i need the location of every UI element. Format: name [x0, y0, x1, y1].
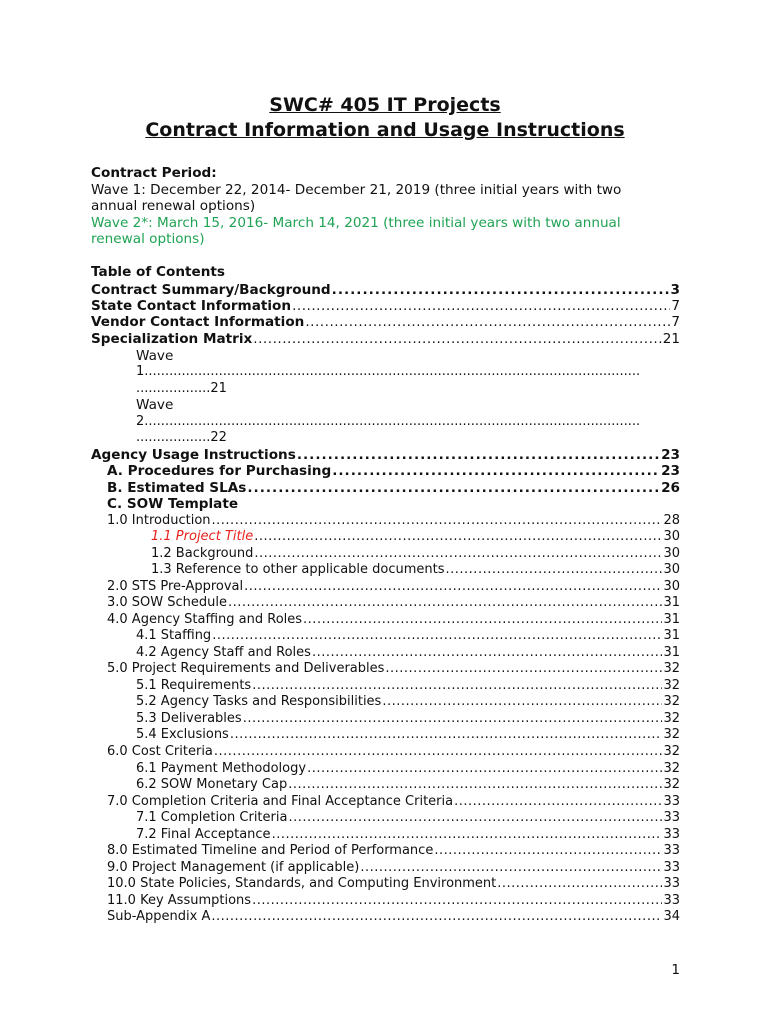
toc-entry-page: 33 [663, 860, 680, 875]
toc-entry[interactable] [107, 595, 680, 611]
toc-entry[interactable] [151, 546, 680, 562]
toc-entry[interactable] [151, 529, 680, 545]
toc-entry-page: 32 [663, 678, 680, 693]
toc-entry[interactable] [136, 678, 680, 694]
wave2-text-line2: renewal options) [91, 231, 205, 247]
wave1-label: Wave [136, 348, 174, 364]
toc-entry-page: 33 [663, 876, 680, 891]
toc-leader [497, 876, 662, 892]
toc-entry-label: Vendor Contact Information [91, 314, 305, 330]
toc-entry[interactable] [91, 282, 680, 298]
toc-leader [454, 794, 662, 810]
toc-entry-page: 31 [663, 645, 680, 660]
toc-leader [212, 513, 663, 529]
toc-entry-page: 30 [663, 562, 680, 577]
toc-entry-page: 31 [663, 612, 680, 627]
toc-leader [307, 761, 662, 777]
toc-leader [243, 711, 663, 727]
toc-entry-page: 33 [663, 827, 680, 842]
toc-entry-label: 8.0 Estimated Timeline and Period of Performance [107, 843, 434, 858]
toc-entry-label: 9.0 Project Management (if applicable) [107, 860, 360, 875]
toc-entry[interactable] [107, 843, 680, 859]
toc-entry[interactable] [107, 463, 680, 479]
toc-entry-label: A. Procedures for Purchasing [107, 463, 332, 479]
toc-leader [292, 298, 670, 314]
toc-leader [382, 694, 662, 710]
toc-entry-label: 2.0 STS Pre-Approval [107, 579, 244, 594]
toc-leader [214, 744, 663, 760]
toc-entry-page: 3 [670, 282, 680, 298]
toc-entry-page: 32 [663, 744, 680, 759]
toc-entry-page: 30 [663, 546, 680, 561]
toc-entry[interactable] [107, 579, 680, 595]
toc-entry-label: 10.0 State Policies, Standards, and Computing Environment [107, 876, 497, 891]
wave1-text-line2: annual renewal options) [91, 198, 256, 214]
toc-leader [385, 661, 662, 677]
toc-leader [244, 579, 662, 595]
toc-entry-label: 6.1 Payment Methodology [136, 761, 307, 776]
toc-entry[interactable] [91, 447, 680, 463]
toc-entry-page: 26 [661, 480, 680, 496]
toc-entry-label: 5.0 Project Requirements and Deliverables [107, 661, 385, 676]
toc-entry-label: Contract Summary/Background [91, 282, 331, 298]
toc-leader [252, 678, 662, 694]
toc-entry-page: 34 [663, 909, 680, 924]
toc-entry-page: 28 [663, 513, 680, 528]
toc-entry-label: 1.0 Introduction [107, 513, 211, 528]
wave2-leader-end: ..................22 [136, 430, 227, 445]
toc-leader [360, 860, 662, 876]
toc-entry-label: 5.2 Agency Tasks and Responsibilities [136, 694, 382, 709]
page-title: SWC# 405 IT Projects [269, 94, 501, 116]
toc-entry-label: State Contact Information [91, 298, 292, 314]
toc-leader [446, 562, 663, 578]
toc-entry-label: 1.3 Reference to other applicable documents [151, 562, 445, 577]
toc-leader [312, 645, 663, 661]
toc-leader [247, 480, 660, 496]
toc-entry-page: 33 [663, 843, 680, 858]
toc-entry-label: Sub-Appendix A [107, 909, 211, 924]
wave2-text-line1: Wave 2*: March 15, 2016- March 14, 2021 (three initial years with two annual [91, 215, 621, 231]
toc-leader [253, 331, 661, 347]
toc-entry-page: 23 [661, 463, 680, 479]
toc-entry[interactable] [151, 562, 680, 578]
toc-entry[interactable] [136, 777, 680, 793]
toc-entry-label: 1.1 Project Title [151, 529, 254, 544]
toc-entry-label[interactable]: C. SOW Template [107, 496, 239, 512]
toc-entry[interactable] [136, 694, 680, 710]
page-number: 1 [671, 962, 680, 978]
toc-leader [254, 529, 662, 545]
toc-leader [288, 777, 662, 793]
toc-entry[interactable] [136, 761, 680, 777]
toc-entry-label: Specialization Matrix [91, 331, 253, 347]
toc-leader [254, 546, 662, 562]
toc-entry[interactable] [107, 909, 680, 925]
toc-entry-label: 4.1 Staffing [136, 628, 212, 643]
wave1-page: 21 [210, 381, 227, 396]
toc-entry-page: 32 [663, 711, 680, 726]
toc-leader [288, 810, 662, 826]
toc-entry-label: 7.1 Completion Criteria [136, 810, 288, 825]
wave1-text-line1: Wave 1: December 22, 2014- December 21, 2019 (three initial years with two [91, 182, 622, 198]
toc-entry-label: 5.1 Requirements [136, 678, 252, 693]
toc-entry-label: 1.2 Background [151, 546, 254, 561]
toc-leader [305, 314, 670, 330]
wave2-num: 2 [136, 414, 145, 429]
wave2-page: 22 [210, 430, 227, 445]
toc-entry-page: 21 [662, 331, 680, 347]
toc-leader [230, 727, 663, 743]
toc-entry-page: 32 [663, 661, 680, 676]
toc-entry-page: 31 [663, 628, 680, 643]
contract-period-heading: Contract Period: [91, 165, 217, 181]
toc-entry-label: 7.2 Final Acceptance [136, 827, 271, 842]
toc-entry[interactable] [91, 298, 680, 314]
toc-entry-page: 7 [671, 298, 680, 314]
toc-entry-page: 32 [663, 761, 680, 776]
toc-entry-label: 6.2 SOW Monetary Cap [136, 777, 288, 792]
toc-entry-page: 23 [661, 447, 680, 463]
toc-entry-page: 7 [671, 314, 680, 330]
toc-entry-label: 5.4 Exclusions [136, 727, 229, 742]
toc-entry-page: 30 [663, 529, 680, 544]
toc-entry[interactable] [107, 860, 680, 876]
toc-entry[interactable] [136, 827, 680, 843]
toc-entry[interactable] [136, 727, 680, 743]
toc-entry[interactable] [107, 661, 680, 677]
toc-entry-label: B. Estimated SLAs [107, 480, 247, 496]
toc-entry[interactable] [107, 876, 680, 892]
toc-entry-label: 4.2 Agency Staff and Roles [136, 645, 311, 660]
toc-leader [212, 628, 662, 644]
toc-entry-page: 33 [663, 893, 680, 908]
toc-entry-page: 30 [663, 579, 680, 594]
toc-leader [332, 282, 670, 298]
wave2-leader-line[interactable]: 2........................................................................................................................ [136, 414, 641, 429]
toc-leader [252, 893, 662, 909]
toc-entry-page: 31 [663, 595, 680, 610]
toc-leader [228, 595, 662, 611]
toc-entry-label: 7.0 Completion Criteria and Final Acceptance Criteria [107, 794, 454, 809]
toc-entry[interactable] [107, 744, 680, 760]
toc-entry[interactable] [107, 794, 680, 810]
toc-entry[interactable] [107, 893, 680, 909]
toc-entry[interactable] [136, 810, 680, 826]
toc-entry[interactable] [136, 645, 680, 661]
toc-entry[interactable] [91, 314, 680, 330]
page-subtitle: Contract Information and Usage Instructions [145, 119, 625, 141]
toc-heading: Table of Contents [91, 264, 225, 280]
toc-entry-label: 11.0 Key Assumptions [107, 893, 252, 908]
toc-entry-label: 6.0 Cost Criteria [107, 744, 213, 759]
toc-leader [332, 463, 660, 479]
toc-entry-page: 32 [663, 727, 680, 742]
toc-entry-label: Agency Usage Instructions [91, 447, 296, 463]
toc-leader [434, 843, 662, 859]
toc-leader [272, 827, 663, 843]
toc-entry-page: 33 [663, 794, 680, 809]
toc-leader [303, 612, 662, 628]
toc-entry[interactable] [91, 331, 680, 347]
toc-entry-page: 32 [663, 777, 680, 792]
toc-entry-page: 33 [663, 810, 680, 825]
wave1-leader-line[interactable]: 1........................................................................................................................ [136, 364, 641, 379]
toc-entry[interactable] [136, 628, 680, 644]
toc-entry-label: 4.0 Agency Staffing and Roles [107, 612, 303, 627]
toc-entry-label: 5.3 Deliverables [136, 711, 242, 726]
wave2-label: Wave [136, 397, 174, 413]
toc-leader [297, 447, 660, 463]
toc-entry[interactable] [107, 612, 680, 628]
toc-entry-label: 3.0 SOW Schedule [107, 595, 228, 610]
toc-entry[interactable] [136, 711, 680, 727]
toc-leader [211, 909, 662, 925]
wave1-num: 1 [136, 364, 145, 379]
toc-entry-page: 32 [663, 694, 680, 709]
wave1-leader-end: ..................21 [136, 381, 227, 396]
toc-entry[interactable] [107, 513, 680, 529]
toc-entry[interactable] [107, 480, 680, 496]
